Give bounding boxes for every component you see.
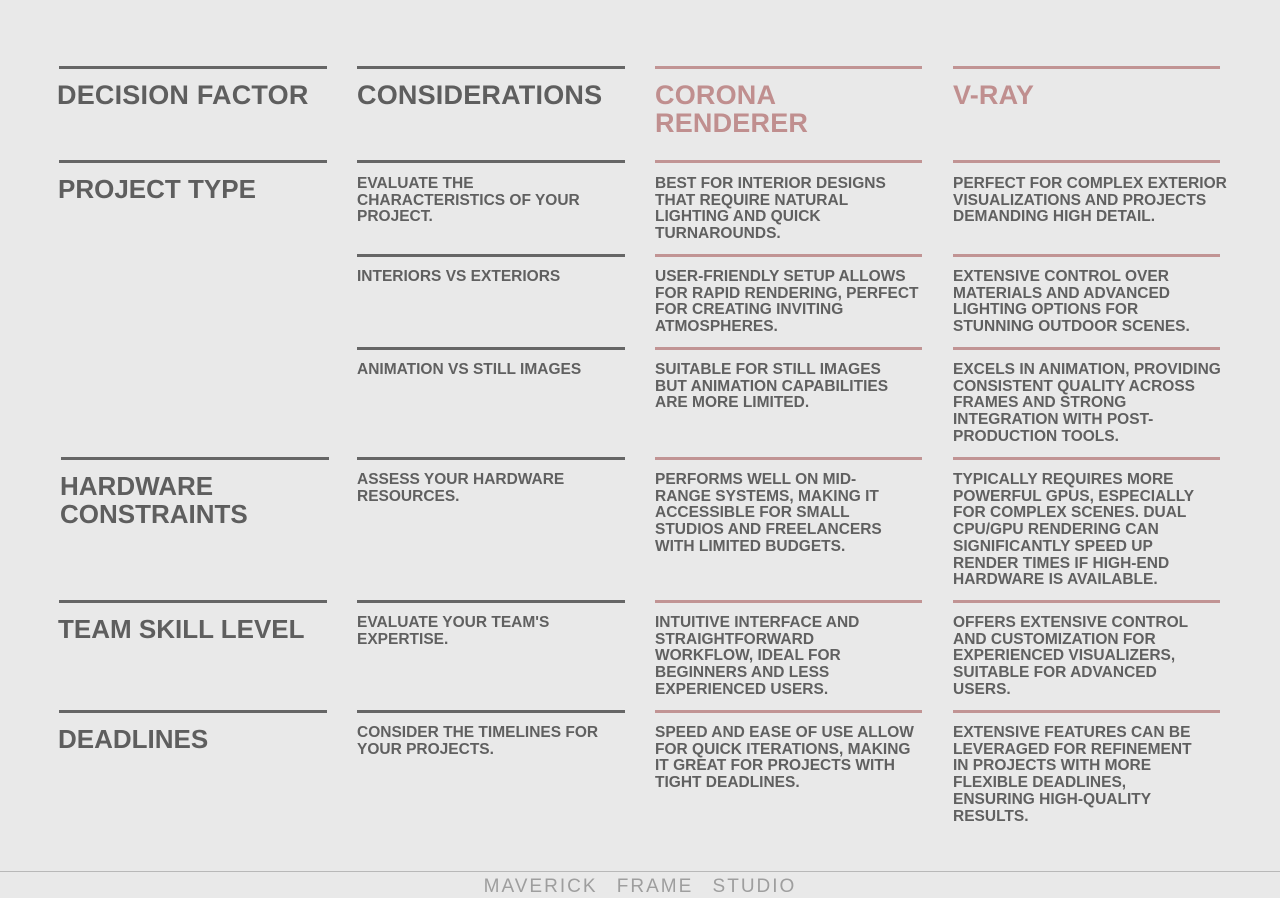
row-rule-corona xyxy=(655,710,922,713)
row-rule-vray xyxy=(953,457,1220,460)
header-rule-corona xyxy=(655,66,922,69)
factor-deadlines: DEADLINES xyxy=(58,724,209,754)
consideration-team: EVALUATE YOUR TEAM'S EXPERTISE. xyxy=(357,614,550,648)
row-rule-factor xyxy=(59,160,327,163)
row-rule-vray xyxy=(953,160,1220,163)
row-rule-consideration xyxy=(357,347,625,350)
corona-deadlines: SPEED AND EASE OF USE ALLOW FOR QUICK ITERATIONS, MAKING IT GREAT FOR PROJECTS WITH TIGHT DEADLINES. xyxy=(655,724,914,792)
consideration-animation-still: ANIMATION VS STILL IMAGES xyxy=(357,361,582,378)
footer-divider xyxy=(0,871,1280,872)
header-corona-renderer: CORONA RENDERER xyxy=(655,80,809,138)
corona-hardware: PERFORMS WELL ON MID-RANGE SYSTEMS, MAKING IT ACCESSIBLE FOR SMALL STUDIOS AND FREELANCERS WITH LIMITED BUDGETS. xyxy=(655,471,882,555)
vray-project-type: PERFECT FOR COMPLEX EXTERIOR VISUALIZATIONS AND PROJECTS DEMANDING HIGH DETAIL. xyxy=(953,175,1227,226)
row-rule-factor xyxy=(59,600,327,603)
header-rule-considerations xyxy=(357,66,625,69)
row-rule-consideration xyxy=(357,254,625,257)
vray-hardware: TYPICALLY REQUIRES MORE POWERFUL GPUS, ESPECIALLY FOR COMPLEX SCENES. DUAL CPU/GPU RENDERING CAN SIGNIFICANTLY SPEED UP RENDER TIMES IF HIGH-END HARDWARE IS AVAILABLE. xyxy=(953,471,1194,589)
corona-animation-still: SUITABLE FOR STILL IMAGES BUT ANIMATION CAPABILITIES ARE MORE LIMITED. xyxy=(655,361,889,412)
row-rule-corona xyxy=(655,600,922,603)
header-considerations: CONSIDERATIONS xyxy=(357,80,603,110)
row-rule-vray xyxy=(953,600,1220,603)
consideration-hardware: ASSESS YOUR HARDWARE RESOURCES. xyxy=(357,471,565,505)
vray-deadlines: EXTENSIVE FEATURES CAN BE LEVERAGED FOR REFINEMENT IN PROJECTS WITH MORE FLEXIBLE DEADLINES, ENSURING HIGH-QUALITY RESULTS. xyxy=(953,724,1192,825)
vray-interiors-exteriors: EXTENSIVE CONTROL OVER MATERIALS AND ADVANCED LIGHTING OPTIONS FOR STUNNING OUTDOOR SCENES. xyxy=(953,268,1190,336)
factor-hardware-constraints: HARDWARE CONSTRAINTS xyxy=(60,471,248,529)
vray-team: OFFERS EXTENSIVE CONTROL AND CUSTOMIZATION FOR EXPERIENCED VISUALIZERS, SUITABLE FOR ADVANCED USERS. xyxy=(953,614,1188,698)
row-rule-consideration xyxy=(357,160,625,163)
row-rule-consideration xyxy=(357,457,625,460)
row-rule-corona xyxy=(655,457,922,460)
header-decision-factor: DECISION FACTOR xyxy=(57,80,309,110)
row-rule-corona xyxy=(655,347,922,350)
row-rule-factor xyxy=(61,457,329,460)
consideration-deadlines: CONSIDER THE TIMELINES FOR YOUR PROJECTS. xyxy=(357,724,599,758)
row-rule-factor xyxy=(59,710,327,713)
footer-studio-name: MAVERICK FRAME STUDIO xyxy=(483,876,797,897)
consideration-project-type: EVALUATE THE CHARACTERISTICS OF YOUR PROJECT. xyxy=(357,175,580,226)
corona-project-type: BEST FOR INTERIOR DESIGNS THAT REQUIRE NATURAL LIGHTING AND QUICK TURNAROUNDS. xyxy=(655,175,886,243)
corona-team: INTUITIVE INTERFACE AND STRAIGHTFORWARD WORKFLOW, IDEAL FOR BEGINNERS AND LESS EXPERIENCED USERS. xyxy=(655,614,860,698)
header-rule-vray xyxy=(953,66,1220,69)
row-rule-vray xyxy=(953,254,1220,257)
row-rule-consideration xyxy=(357,710,625,713)
row-rule-vray xyxy=(953,347,1220,350)
row-rule-vray xyxy=(953,710,1220,713)
row-rule-corona xyxy=(655,254,922,257)
row-rule-corona xyxy=(655,160,922,163)
row-rule-consideration xyxy=(357,600,625,603)
vray-animation-still: EXCELS IN ANIMATION, PROVIDING CONSISTENT QUALITY ACROSS FRAMES AND STRONG INTEGRATION WITH POST-PRODUCTION TOOLS. xyxy=(953,361,1221,445)
header-rule-factor xyxy=(59,66,327,69)
corona-interiors-exteriors: USER-FRIENDLY SETUP ALLOWS FOR RAPID RENDERING, PERFECT FOR CREATING INVITING ATMOSPHERES. xyxy=(655,268,919,336)
consideration-interiors-exteriors: INTERIORS VS EXTERIORS xyxy=(357,268,561,285)
factor-project-type: PROJECT TYPE xyxy=(58,174,256,204)
header-vray: V-RAY xyxy=(953,80,1035,110)
factor-team-skill-level: TEAM SKILL LEVEL xyxy=(58,614,305,644)
